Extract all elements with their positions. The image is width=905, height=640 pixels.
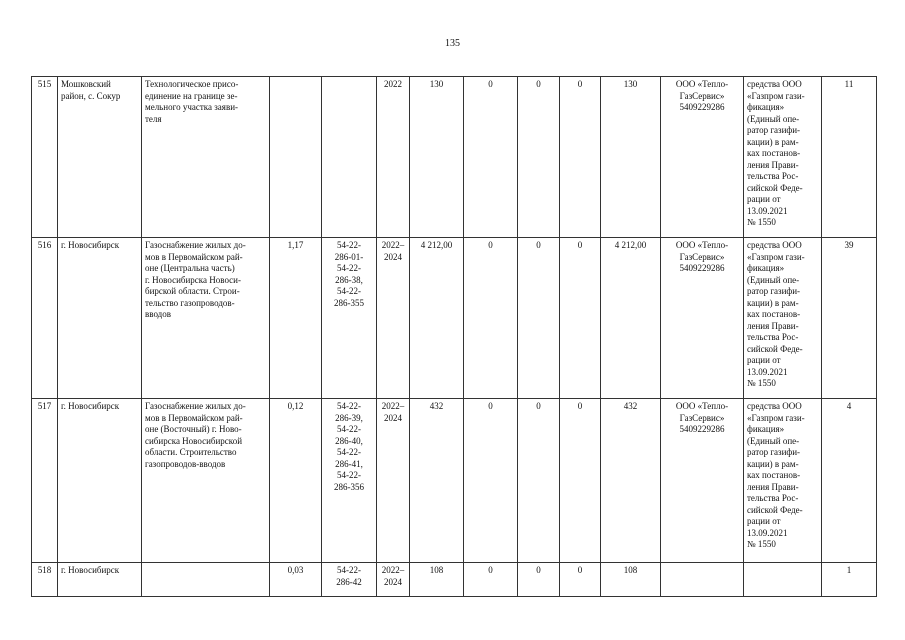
total-cell: 130 [410,77,464,238]
funding-2-cell: 0 [518,238,560,399]
organization-cell: ООО «Тепло- ГазСервис» 5409229286 [661,77,744,238]
total-cell: 4 212,00 [410,238,464,399]
funding-source-cell [744,563,822,597]
count-cell: 39 [822,238,877,399]
description-cell [142,563,270,597]
funding-4-cell: 108 [601,563,661,597]
length-cell: 0,12 [270,399,322,563]
count-cell: 11 [822,77,877,238]
total-cell: 108 [410,563,464,597]
length-cell: 0,03 [270,563,322,597]
total-cell: 432 [410,399,464,563]
length-cell: 1,17 [270,238,322,399]
code-cell: 54-22- 286-01- 54-22- 286-38, 54-22- 286-355 [322,238,377,399]
years-cell: 2022– 2024 [377,563,410,597]
code-cell [322,77,377,238]
description-cell: Технологическое присо- единение на границе зе- мельного участка заяви- теля [142,77,270,238]
location-cell: г. Новосибирск [58,563,142,597]
funding-1-cell: 0 [464,563,518,597]
funding-2-cell: 0 [518,77,560,238]
organization-cell: ООО «Тепло- ГазСервис» 5409229286 [661,238,744,399]
funding-1-cell: 0 [464,399,518,563]
location-cell: Мошковский район, с. Сокур [58,77,142,238]
funding-1-cell: 0 [464,77,518,238]
funding-4-cell: 4 212,00 [601,238,661,399]
years-cell: 2022– 2024 [377,238,410,399]
description-cell: Газоснабжение жилых до- мов в Первомайском рай- оне (Центральна часть) г. Новосибирска Новоси- бирской области. Строи- тельство газопроводов- вводов [142,238,270,399]
row-number: 517 [32,399,58,563]
table-row [32,238,877,399]
years-cell: 2022 [377,77,410,238]
count-cell: 4 [822,399,877,563]
row-number: 516 [32,238,58,399]
organization-cell [661,563,744,597]
table-row [32,77,877,238]
location-cell: г. Новосибирск [58,399,142,563]
organization-cell: ООО «Тепло- ГазСервис» 5409229286 [661,399,744,563]
count-cell: 1 [822,563,877,597]
program-table [31,76,877,597]
funding-3-cell: 0 [560,563,601,597]
years-cell: 2022– 2024 [377,399,410,563]
funding-3-cell: 0 [560,399,601,563]
funding-source-cell: средства ООО «Газпром гази- фикация» (Единый опе- ратор газифи- кации) в рам- ках постанов- ления Прави- тельства Рос- сийской Феде- рации от 13.09.2021 № 1550 [744,238,822,399]
funding-4-cell: 432 [601,399,661,563]
code-cell: 54-22- 286-39, 54-22- 286-40, 54-22- 286-41, 54-22- 286-356 [322,399,377,563]
funding-source-cell: средства ООО «Газпром гази- фикация» (Единый опе- ратор газифи- кации) в рам- ках постанов- ления Прави- тельства Рос- сийской Феде- рации от 13.09.2021 № 1550 [744,399,822,563]
funding-2-cell: 0 [518,563,560,597]
funding-2-cell: 0 [518,399,560,563]
funding-3-cell: 0 [560,77,601,238]
table-row [32,563,877,597]
location-cell: г. Новосибирск [58,238,142,399]
code-cell: 54-22- 286-42 [322,563,377,597]
length-cell [270,77,322,238]
row-number: 518 [32,563,58,597]
funding-1-cell: 0 [464,238,518,399]
funding-4-cell: 130 [601,77,661,238]
page-number: 135 [445,38,460,49]
table-row [32,399,877,563]
funding-3-cell: 0 [560,238,601,399]
funding-source-cell: средства ООО «Газпром гази- фикация» (Единый опе- ратор газифи- кации) в рам- ках постанов- ления Прави- тельства Рос- сийской Феде- рации от 13.09.2021 № 1550 [744,77,822,238]
row-number: 515 [32,77,58,238]
description-cell: Газоснабжение жилых до- мов в Первомайском рай- оне (Восточный) г. Ново- сибирска Новосибирской области. Строительство газопроводов-вводов [142,399,270,563]
